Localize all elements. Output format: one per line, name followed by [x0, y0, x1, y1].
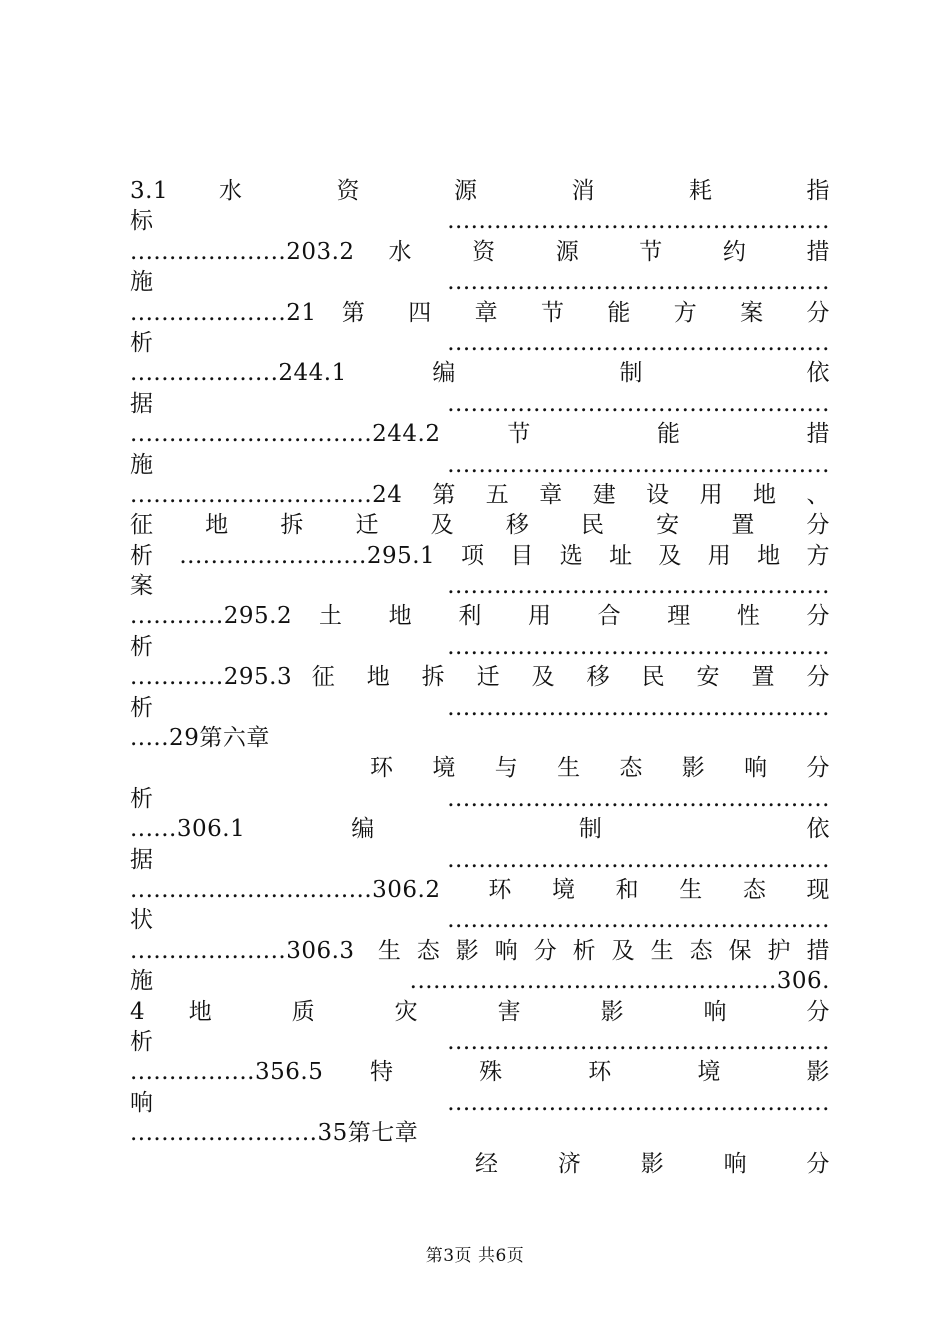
- toc-line: ............295.2 土 地 利 用 合 理 性 分: [130, 603, 830, 630]
- toc-line: ....................203.2 水 资 源 节 约 措: [130, 238, 830, 265]
- toc-line: 据.................................................: [130, 390, 830, 417]
- toc-line: ...............................24第五章建设用地、: [130, 481, 830, 508]
- toc-line: 施.................................................: [130, 451, 830, 478]
- toc-line: 4 地 质 灾 害 影 响 分: [130, 998, 830, 1025]
- toc-line: 析........................295.1项目选址及用地方: [130, 542, 830, 569]
- toc-line: ....................21 第 四 章 节 能 方 案 分: [130, 299, 830, 326]
- toc-line: 据.................................................: [130, 846, 830, 873]
- toc-line: .....29第六章: [130, 725, 270, 752]
- toc-line: 析.................................................: [130, 329, 830, 356]
- toc-line: 环 境 与 生 态 影 响 分: [370, 755, 830, 782]
- toc-line: ...................244.1 编 制 依: [130, 360, 830, 387]
- toc-line: 响.................................................: [130, 1089, 830, 1116]
- toc-line: 标.................................................: [130, 208, 830, 235]
- toc-line: ....................306.3 生态影响分析及生态保护措: [130, 937, 830, 964]
- toc-line: 状.................................................: [130, 907, 830, 934]
- page-footer: 第3页 共6页: [425, 1246, 525, 1266]
- toc-line: ...............................306.2 环境和生态现: [130, 876, 830, 903]
- toc-line: ................356.5 特 殊 环 境 影: [130, 1059, 830, 1086]
- toc-line: 析.................................................: [130, 633, 830, 660]
- toc-line: ........................35第七章: [130, 1120, 419, 1147]
- toc-line: 施.................................................: [130, 269, 830, 296]
- toc-line: 析.................................................: [130, 785, 830, 812]
- toc-line: 经 济 影 响 分: [475, 1150, 830, 1177]
- toc-line: ......306.1 编 制 依: [130, 816, 830, 843]
- toc-line: 征 地 拆 迁 及 移 民 安 置 分: [130, 512, 830, 539]
- toc-line: ...............................244.2 节 能 措: [130, 421, 830, 448]
- table-of-contents: [130, 176, 830, 1179]
- toc-line: 析.................................................: [130, 694, 830, 721]
- toc-line: 3.1 水 资 源 消 耗 指: [130, 178, 830, 204]
- toc-line: 施...............................................306.: [130, 968, 830, 995]
- toc-line: ............295.3 征 地 拆 迁 及 移 民 安 置 分: [130, 664, 830, 691]
- toc-line: 案.................................................: [130, 573, 830, 600]
- toc-line: 析.................................................: [130, 1028, 830, 1055]
